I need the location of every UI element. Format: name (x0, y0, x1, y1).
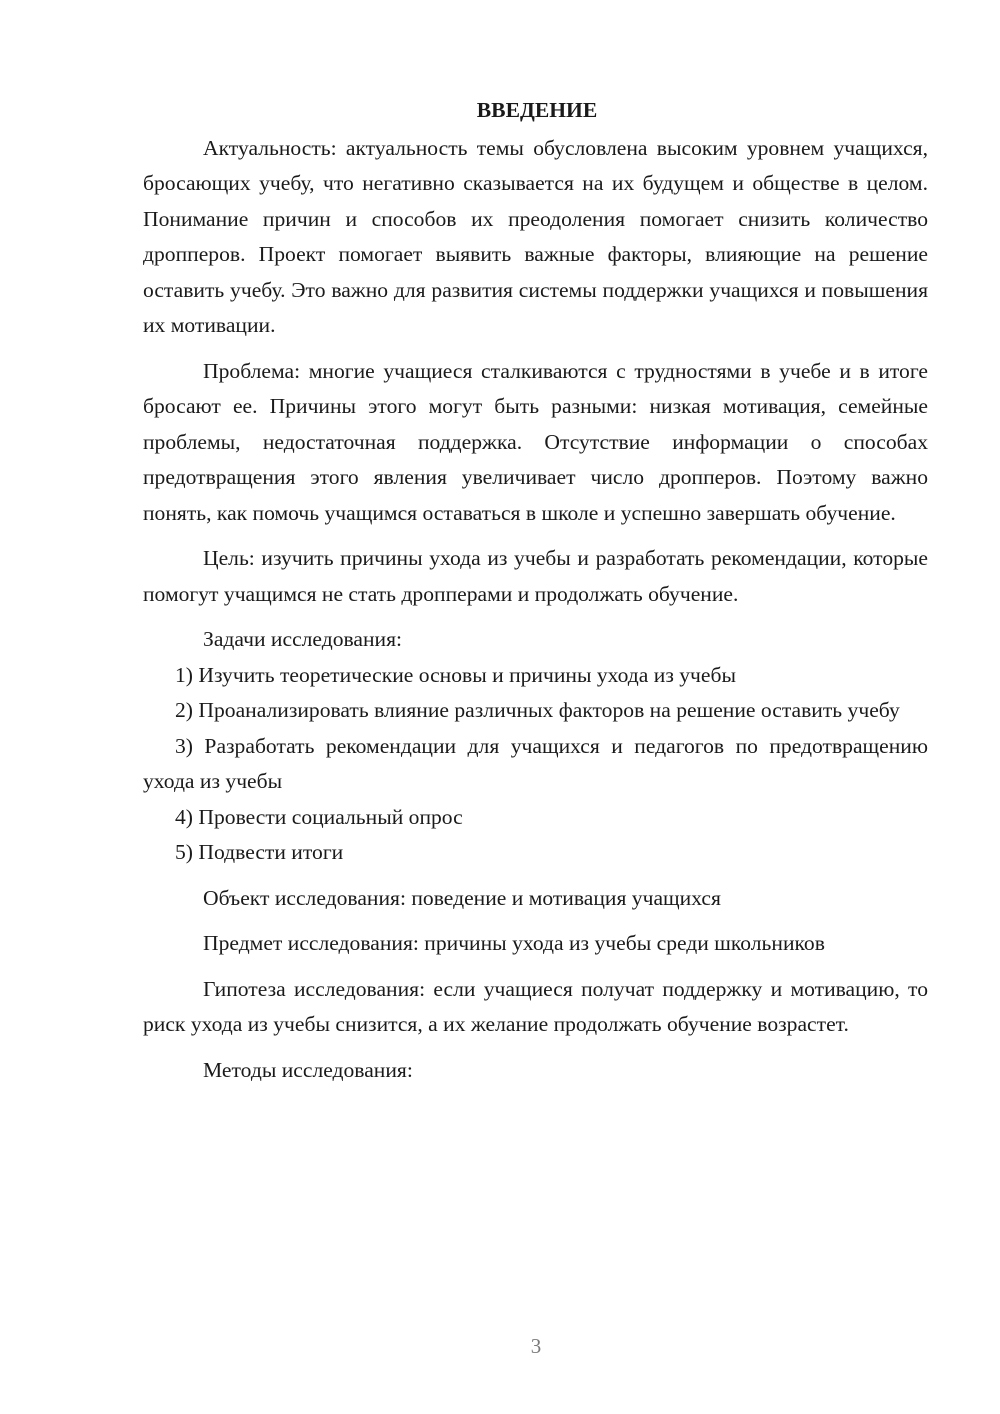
task-item-5: 5) Подвести итоги (175, 840, 344, 864)
task-item-4: 4) Провести социальный опрос (175, 804, 463, 829)
paragraph-object: Объект исследования: поведение и мотивация учащихся (203, 885, 721, 910)
paragraph-subject: Предмет исследования: причины ухода из учебы среди школьников (203, 931, 825, 955)
task-item-1: 1) Изучить теоретические основы и причины ухода из учебы (175, 662, 736, 687)
task-item-3: 3) Разработать рекомендации для учащихся и педагогов по предотвращению ухода из учебы (143, 733, 928, 793)
page-number: 3 (530, 1334, 542, 1358)
paragraph-goal: Цель: изучить причины ухода из учебы и разработать рекомендации, которые помогут учащимся не стать дропперами и продолжать обучение. (143, 546, 928, 606)
paragraph-relevance: Актуальность: актуальность темы обусловлена высоким уровнем учащихся, бросающих учебу, что негативно сказывается на их будущем и обществе в целом. Понимание причин и способов их преодоления помогает снизить количество дропперов. Проект помогает выявить важные факторы, влияющие на решение оставить учебу. Это важно для развития системы поддержки учащихся и повышения их мотивации. (143, 135, 928, 337)
tasks-title: Задачи исследования: (203, 627, 403, 651)
paragraph-methods: Методы исследования: (203, 1057, 413, 1082)
task-item-2: 2) Проанализировать влияние различных факторов на решение оставить учебу (175, 698, 900, 722)
section-heading: ВВЕДЕНИЕ (476, 98, 598, 122)
paragraph-problem: Проблема: многие учащиеся сталкиваются с трудностями в учебе и в итоге бросают ее. Причины этого могут быть разными: низкая мотивация, семейные проблемы, недостаточная поддержка. Отсутствие информации о способах предотвращения этого явления увеличивает число дропперов. Поэтому важно понять, как помочь учащимся оставаться в школе и успешно завершать обучение. (143, 358, 928, 525)
paragraph-hypothesis: Гипотеза исследования: если учащиеся получат поддержку и мотивацию, то риск ухода из учебы снизится, а их желание продолжать обучение возрастет. (143, 976, 928, 1036)
document-body (143, 93, 928, 1088)
